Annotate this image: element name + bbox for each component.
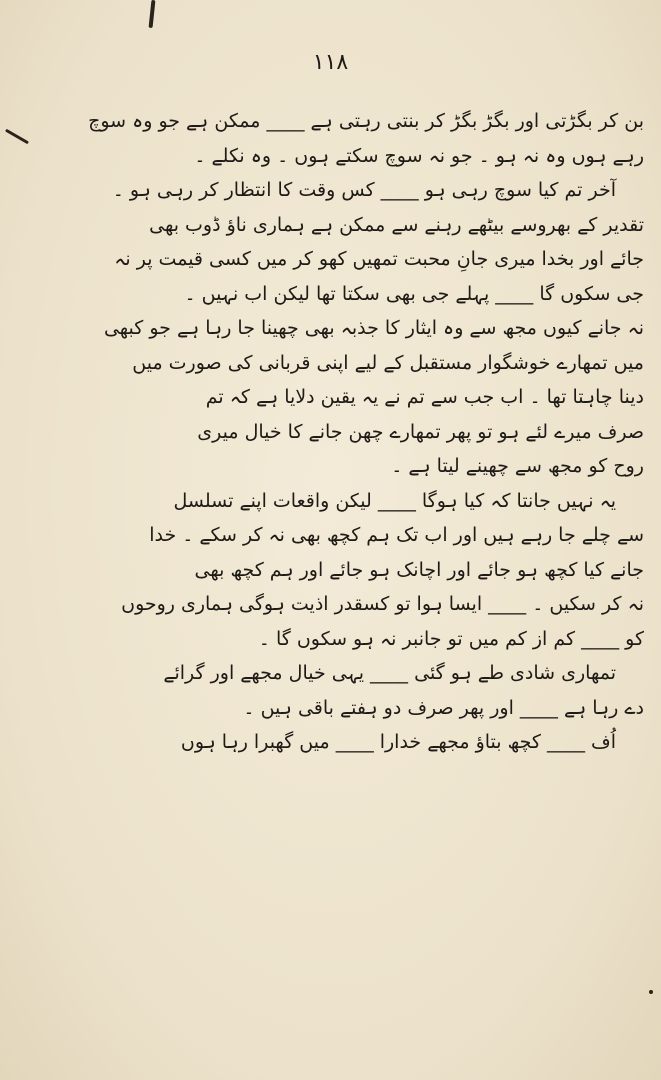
- text-line: رہے ہوں وہ نہ ہو ۔ جو نہ سوچ سکتے ہوں ۔ وہ نکلے ۔: [194, 144, 644, 167]
- text-line: روح کو مجھ سے چھینے لیتا ہے ۔: [391, 455, 644, 477]
- text-line: یہ نہیں جانتا کہ کیا ہوگا ____ لیکن واقعات اپنے تسلسل: [173, 489, 616, 512]
- text-line: نہ جانے کیوں مجھ سے وہ ایثار کا جذبہ بھی چھینا جا رہا ہے جو کبھی: [103, 317, 644, 339]
- text-line: سے چلے جا رہے ہیں اور اب تک ہم کچھ بھی نہ کر سکے ۔ خدا: [149, 524, 644, 546]
- text-line: کو ____ کم از کم میں تو جانبر نہ ہو سکوں گا ۔: [258, 627, 644, 650]
- ink-mark: [149, 0, 156, 28]
- ink-dot: [649, 990, 653, 994]
- text-line: میں تمھارے خوشگوار مستقبل کے لیے اپنی قربانی کی صورت میں: [132, 351, 644, 374]
- text-line: تمھاری شادی طے ہو گئی ____ یہی خیال مجھے اور گرائے: [163, 662, 616, 684]
- page-number: ۱۱۸: [312, 50, 349, 75]
- text-line: دینا چاہتا تھا ۔ اب جب سے تم نے یہ یقین دلایا ہے کہ تم: [205, 386, 644, 408]
- text-line: جی سکوں گا ____ پہلے جی بھی سکتا تھا لیکن اب نہیں ۔: [184, 282, 644, 305]
- text-line: دے رہا ہے ____ اور پھر صرف دو ہفتے باقی ہیں ۔: [243, 696, 644, 719]
- text-line: آخر تم کیا سوچ رہی ہو ____ کس وقت کا انتظار کر رہی ہو ۔: [112, 179, 616, 201]
- text-line: اُف ____ کچھ بتاؤ مجھے خدارا ____ میں گھبرا رہا ہوں: [180, 731, 616, 753]
- text-line: جائے اور بخدا میری جانِ محبت تمھیں کھو کر میں کسی قیمت پر نہ: [114, 248, 644, 270]
- body-text: [14, 104, 644, 760]
- text-line: بن کر بگڑتی اور بگڑ بگڑ کر بنتی رہتی ہے ____ ممکن ہے جو وہ سوچ: [88, 110, 644, 132]
- text-line: نہ کر سکیں ۔ ____ ایسا ہوا تو کسقدر اذیت ہوگی ہماری روحوں: [121, 593, 644, 615]
- text-line: صرف میرے لئے ہو تو پھر تمھارے چھن جانے کا خیال میری: [197, 420, 644, 443]
- text-line: جانے کیا کچھ ہو جائے اور اچانک ہو جائے اور ہم کچھ بھی: [194, 558, 644, 581]
- text-line: تقدیر کے بھروسے بیٹھے رہنے سے ممکن ہے ہماری ناؤ ڈوب بھی: [149, 213, 644, 236]
